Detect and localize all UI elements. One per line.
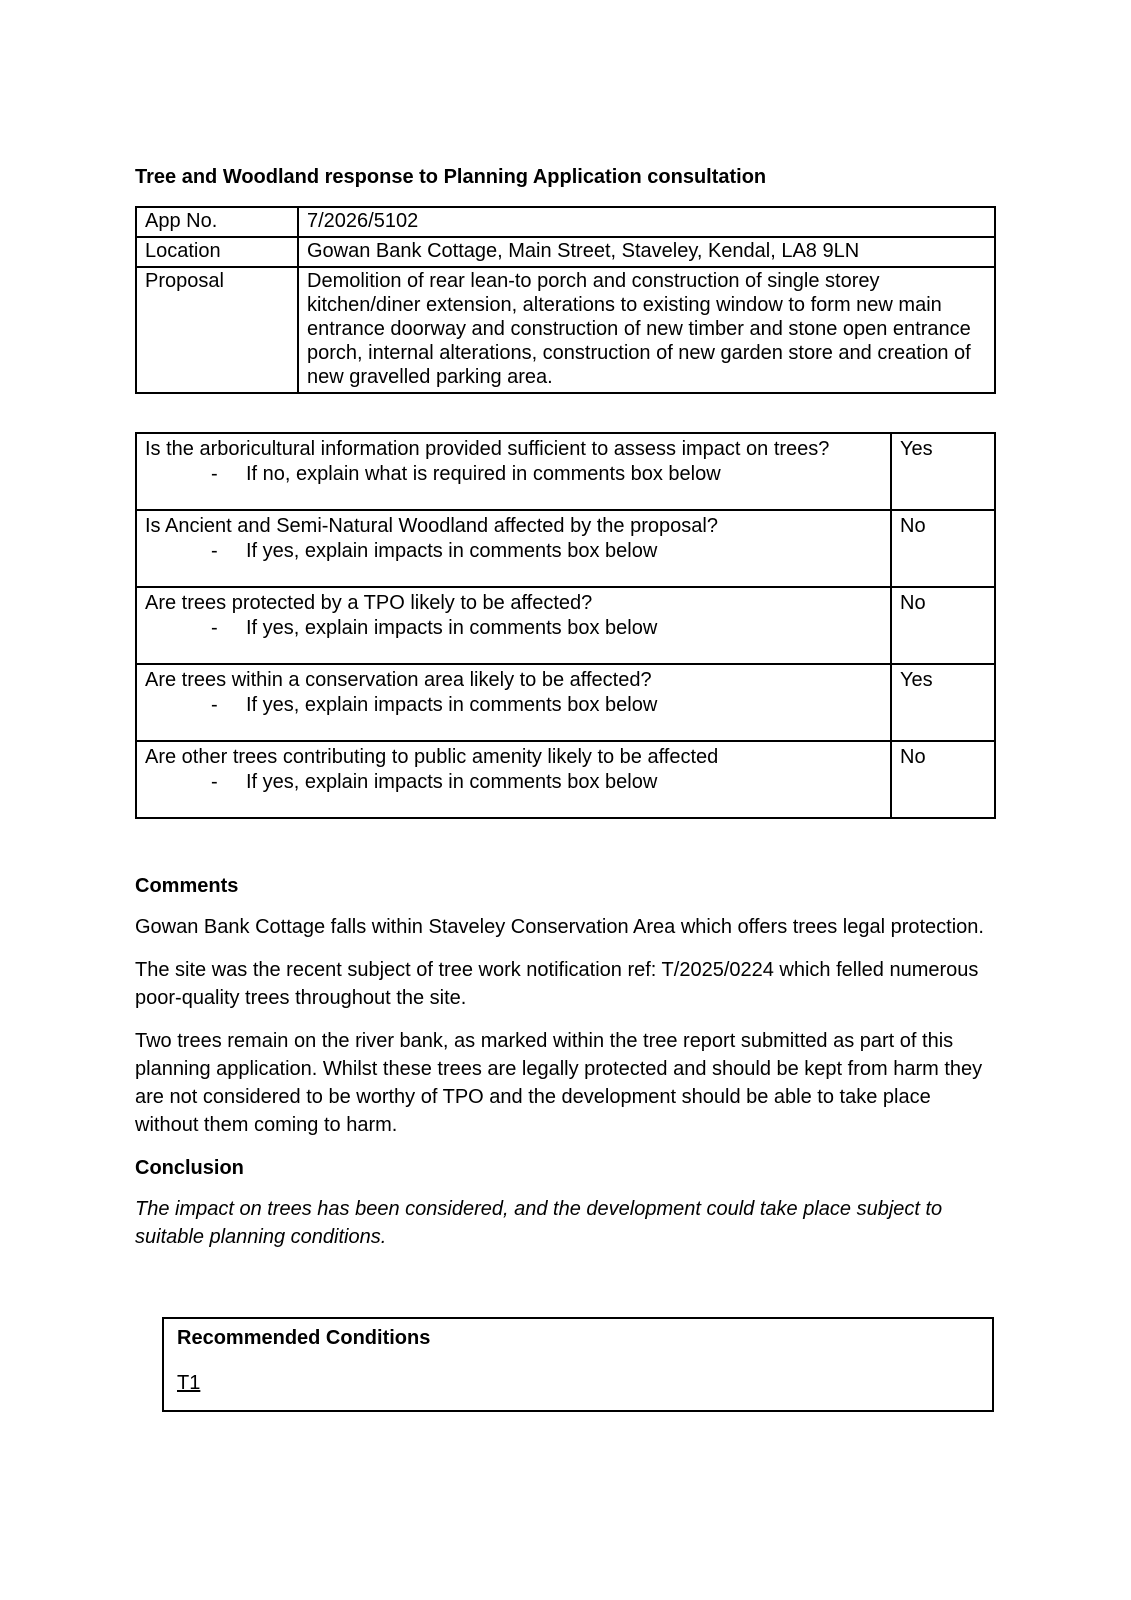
application-info-table bbox=[135, 206, 996, 394]
dash-bullet: - bbox=[211, 540, 218, 562]
question-subnote-text: If yes, explain impacts in comments box below bbox=[246, 694, 658, 716]
question-cell bbox=[136, 664, 891, 741]
comments-heading: Comments bbox=[135, 875, 239, 897]
answer-cell: No bbox=[891, 587, 995, 664]
recommended-conditions-box bbox=[162, 1317, 994, 1412]
question-cell bbox=[136, 433, 891, 510]
conclusion-heading: Conclusion bbox=[135, 1157, 244, 1179]
comment-paragraph: Gowan Bank Cottage falls within Staveley Conservation Area which offers trees legal protection. bbox=[135, 916, 984, 938]
table-row bbox=[136, 267, 995, 393]
info-label: Proposal bbox=[136, 267, 298, 393]
info-value: Demolition of rear lean-to porch and construction of single storey kitchen/diner extension, alterations to existing window to form new main entrance doorway and construction of new timber and stone open entrance porch, internal alterations, construction of new garden store and creation of new gravelled parking area. bbox=[298, 267, 995, 393]
question-subnote bbox=[145, 462, 882, 487]
question-subnote bbox=[145, 616, 882, 641]
info-value: Gowan Bank Cottage, Main Street, Staveley, Kendal, LA8 9LN bbox=[298, 237, 995, 267]
answer-cell: No bbox=[891, 510, 995, 587]
question-text: Are trees within a conservation area likely to be affected? bbox=[145, 669, 652, 691]
table-row bbox=[136, 433, 995, 510]
table-row bbox=[136, 207, 995, 237]
info-label: App No. bbox=[136, 207, 298, 237]
question-cell bbox=[136, 741, 891, 818]
question-cell bbox=[136, 510, 891, 587]
answer-cell: Yes bbox=[891, 433, 995, 510]
table-row bbox=[136, 587, 995, 664]
comment-paragraph: The site was the recent subject of tree work notification ref: T/2025/0224 which felled numerous poor-quality trees throughout the site. bbox=[135, 959, 979, 1009]
answer-cell: Yes bbox=[891, 664, 995, 741]
condition-ref-t1[interactable]: T1 bbox=[177, 1372, 201, 1394]
question-subnote-text: If no, explain what is required in comments box below bbox=[246, 463, 721, 485]
table-row bbox=[136, 664, 995, 741]
assessment-questions-table bbox=[135, 432, 996, 819]
question-text: Is the arboricultural information provided sufficient to assess impact on trees? bbox=[145, 438, 830, 460]
question-cell bbox=[136, 587, 891, 664]
dash-bullet: - bbox=[211, 463, 218, 485]
info-value: 7/2026/5102 bbox=[298, 207, 995, 237]
question-text: Is Ancient and Semi-Natural Woodland affected by the proposal? bbox=[145, 515, 718, 537]
page-title: Tree and Woodland response to Planning Application consultation bbox=[135, 166, 767, 188]
question-subnote-text: If yes, explain impacts in comments box below bbox=[246, 771, 658, 793]
table-row bbox=[136, 741, 995, 818]
question-subnote bbox=[145, 693, 882, 718]
info-label: Location bbox=[136, 237, 298, 267]
dash-bullet: - bbox=[211, 617, 218, 639]
question-text: Are other trees contributing to public amenity likely to be affected bbox=[145, 746, 719, 768]
dash-bullet: - bbox=[211, 694, 218, 716]
comment-paragraph: Two trees remain on the river bank, as marked within the tree report submitted as part of this planning application. Whilst these trees are legally protected and should be kept from harm they are not considered to be worthy of TPO and the development should be able to take place without them coming to harm. bbox=[135, 1030, 983, 1136]
question-subnote bbox=[145, 770, 882, 795]
recommended-conditions-heading: Recommended Conditions bbox=[177, 1327, 431, 1349]
question-subnote-text: If yes, explain impacts in comments box below bbox=[246, 617, 658, 639]
dash-bullet: - bbox=[211, 771, 218, 793]
question-subnote bbox=[145, 539, 882, 564]
table-row bbox=[136, 510, 995, 587]
conclusion-text: The impact on trees has been considered, and the development could take place subject to suitable planning conditions. bbox=[135, 1198, 943, 1248]
question-subnote-text: If yes, explain impacts in comments box below bbox=[246, 540, 658, 562]
question-text: Are trees protected by a TPO likely to be affected? bbox=[145, 592, 593, 614]
table-row bbox=[136, 237, 995, 267]
answer-cell: No bbox=[891, 741, 995, 818]
